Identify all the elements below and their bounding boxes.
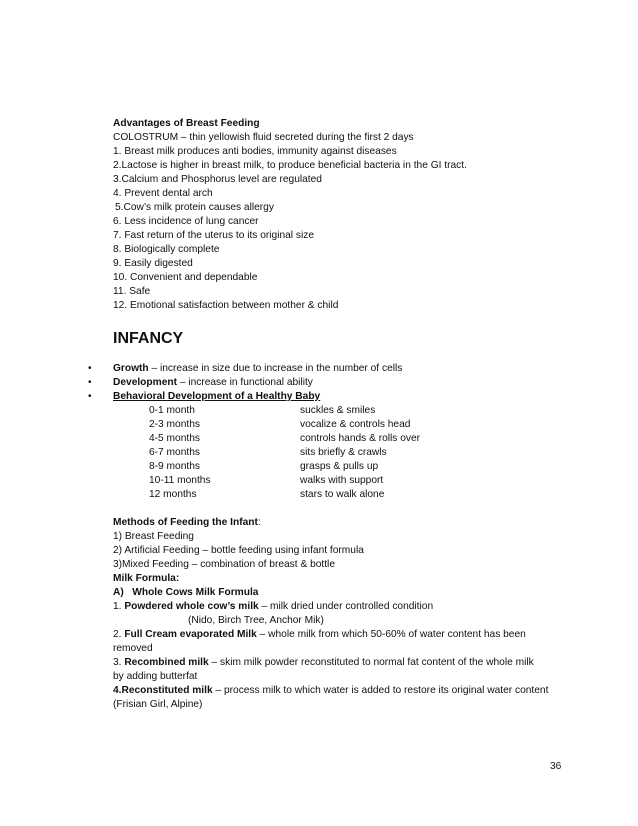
milestone-skill: stars to walk alone xyxy=(300,489,385,500)
formula-item-3 xyxy=(113,656,534,670)
list-item: 8. Biologically complete xyxy=(113,244,220,255)
item-number: 1. xyxy=(113,601,125,612)
item-number: 2. xyxy=(113,629,125,640)
methods-title-colon: : xyxy=(257,517,261,528)
list-item: 4. Prevent dental arch xyxy=(113,188,213,199)
list-item: 10. Convenient and dependable xyxy=(113,272,258,283)
milestone-age: 4-5 months xyxy=(149,433,200,444)
list-item: 2) Artificial Feeding – bottle feeding using infant formula xyxy=(113,545,364,556)
methods-title xyxy=(113,516,261,530)
milestone-skill: suckles & smiles xyxy=(300,405,376,416)
milestone-skill: sits briefly & crawls xyxy=(300,447,387,458)
milestone-age: 10-11 months xyxy=(149,475,211,486)
list-item: 1) Breast Feeding xyxy=(113,531,194,542)
list-item: 11. Safe xyxy=(113,286,151,297)
item-term: Powdered whole cow’s milk xyxy=(124,601,259,612)
growth-term: Growth xyxy=(113,363,149,374)
milk-formula-title: Milk Formula: xyxy=(113,573,180,584)
list-item: 7. Fast return of the uterus to its original size xyxy=(113,230,315,241)
development-term: Development xyxy=(113,377,177,388)
list-item: 1. Breast milk produces anti bodies, immunity against diseases xyxy=(113,146,397,157)
milestone-skill: grasps & pulls up xyxy=(300,461,379,472)
behavioral-heading: Behavioral Development of a Healthy Baby xyxy=(113,391,321,402)
milestone-age: 6-7 months xyxy=(149,447,200,458)
item-text: – milk dried under controlled condition xyxy=(258,601,434,612)
list-item: 2.Lactose is higher in breast milk, to produce beneficial bacteria in the GI tract. xyxy=(113,160,467,171)
bullet-icon: • xyxy=(88,363,92,374)
item-brands: (Nido, Birch Tree, Anchor Mik) xyxy=(188,615,324,626)
item-text: – process milk to which water is added to restore its original water content xyxy=(212,685,549,696)
milestone-age: 0-1 month xyxy=(149,405,195,416)
bullet-icon: • xyxy=(88,391,92,402)
formula-item-1 xyxy=(113,600,433,614)
list-item: COLOSTRUM – thin yellowish fluid secreted during the first 2 days xyxy=(113,132,414,143)
section-title-breast-feeding: Advantages of Breast Feeding xyxy=(113,118,260,129)
growth-definition xyxy=(113,362,402,376)
infancy-heading: INFANCY xyxy=(113,330,184,347)
list-item: 6. Less incidence of lung cancer xyxy=(113,216,259,227)
milestone-age: 2-3 months xyxy=(149,419,200,430)
page-number: 36 xyxy=(550,761,562,772)
milestone-skill: vocalize & controls head xyxy=(300,419,411,430)
item-number: 3. xyxy=(113,657,125,668)
item-text: – skim milk powder reconstituted to normal fat content of the whole milk xyxy=(208,657,534,668)
item-term: Full Cream evaporated Milk xyxy=(124,629,257,640)
item-term: 4.Reconstituted milk xyxy=(113,685,213,696)
milestone-age: 12 months xyxy=(149,489,197,500)
item-continuation: by adding butterfat xyxy=(113,671,198,682)
growth-text: – increase in size due to increase in the number of cells xyxy=(148,363,403,374)
bullet-icon: • xyxy=(88,377,92,388)
methods-title-text: Methods of Feeding the Infant xyxy=(113,517,258,528)
milestone-skill: controls hands & rolls over xyxy=(300,433,421,444)
milestone-skill: walks with support xyxy=(300,475,384,486)
item-term: Recombined milk xyxy=(124,657,209,668)
formula-item-2 xyxy=(113,628,526,642)
milestone-age: 8-9 months xyxy=(149,461,200,472)
list-item: 12. Emotional satisfaction between mother & child xyxy=(113,300,339,311)
list-item: 5.Cow’s milk protein causes allergy xyxy=(115,202,274,213)
development-text: – increase in functional ability xyxy=(176,377,313,388)
list-item: 9. Easily digested xyxy=(113,258,193,269)
list-item: 3.Calcium and Phosphorus level are regulated xyxy=(113,174,322,185)
whole-cows-milk-title: A) Whole Cows Milk Formula xyxy=(113,587,259,598)
item-continuation: removed xyxy=(113,643,153,654)
development-definition xyxy=(113,376,313,390)
item-brands: (Frisian Girl, Alpine) xyxy=(113,699,203,710)
item-text: – whole milk from which 50-60% of water content has been xyxy=(256,629,526,640)
list-item: 3)Mixed Feeding – combination of breast & bottle xyxy=(113,559,335,570)
formula-item-4 xyxy=(113,684,548,698)
